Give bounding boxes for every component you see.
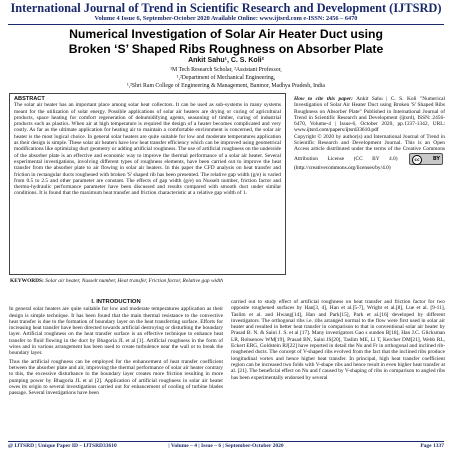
keywords-text: Solar air heater, Nusselt number, Heat transfer, Friction factor, Relative gap width	[45, 278, 223, 284]
intro-column-right	[231, 299, 445, 439]
intro-column-left	[9, 299, 223, 439]
intro-paragraph-3: carried out to study effect of artificial roughness on heat transfer and friction factor for two opposite roughened surfaces by Han[3, 4], Han et al.[5-7], Wright et al.[8], Lue et al. [9-11], Taslim et al. and Hwang[14], Han and Park[15], Park et al.[16] developed by different investigators. The orthogonal ribs i.e. ribs arranged normal to the flow were first used in solar air heater and resulted in better heat transfer in comparison to that in conventional solar air heater by Prasad B. N. & Saini J. S. et al [17]. Many investigators Gao s sunden B[18], Han J.C. Glicksman LR, Rohsenow WM[19], Prasad BN, Saini JS[20], Taslim ME, Li T, Kercher DM[21], Webb RL, Eckert ERG, Goldstein RJ[22] have reported in detail the Nu and Fr in orthogonal and inclined rib-roughened ducts. The concept of V-shaped ribs evolved from the fact that the inclined ribs produce longitudinal vortex and hence higher heat transfer. In principal, high heat transfer coefficient region can be increased two folds with V-shape ribs and hence result in even higher heat transfer at al. [21]. The beneficial effect on Nu and f caused by V-shaping of ribs in comparison to angled ribs has been experimentally endorsed by several	[231, 299, 445, 381]
introduction-heading: I. INTRODUCTION	[91, 299, 141, 305]
license-url-link[interactable]: (http://creativecommons.org/licenses/by/4.0)	[294, 164, 391, 171]
header-rule	[8, 24, 444, 25]
journal-title: International Journal of Trend in Scientific Research and Development (IJTSRD)	[10, 1, 442, 15]
citation-heading: How to cite this paper:	[294, 96, 353, 102]
abstract-heading: ABSTRACT	[14, 96, 45, 102]
abstract-text: The solar air heater has an important place among solar heat collectors. It can be used as sub-systems in many systems meant for the utilization of solar energy. Possible applications of solar air heaters are drying or curing of agricultural products, space heating for comfort regeneration of dehumidifying agents, seasoning of timber, curing of industrial products such as plastics. When air at high temperature is required the design of a heater becomes complicated and very costly. As far as the ultimate application for heating air to maintain a comfortable environment is concerned, the solar air heater is the most logical choice. In general solar heaters are quite suitable for low and moderate temperatures application as their design is simple. These solar air heaters have low heat transfer efficiency which can be improved using geometrical modifications like optimizing duct geometry or adding artificial roughness. The use of artificial roughness on the underside of the absorber plate is an effective and economic way to improve the thermal performance of a solar air heater. Several experimental investigations, involving different types of roughness elements, have been carried out to improve the heat transfer from the absorber plate to air flowing in solar air heaters. In this paper the CFD analysis on heat transfer and friction in rectangular ducts roughened with broken 'S' shaped rib has been presented. The relative gap width (g/e) is varied from 0.5 to 2.5 and other parameter are constant. The effects of gap width (g/e) on Nusselt number, friction factor and thermo-hydraulic performance parameter have been discussed and results compared with smooth duct under similar conditions. It is found that the maximum heat transfer and friction characteristic at a relative gap width of 1.	[14, 102, 281, 197]
abstract-box	[9, 93, 286, 275]
footer-issue: | Volume – 4 | Issue – 6 | September-October 2020	[168, 443, 284, 449]
keywords-label: KEYWORDS:	[10, 278, 44, 284]
citation-box	[294, 96, 445, 286]
copyright-text: Copyright © 2020 by author(s) and International Journal of Trend in Scientific Research and Development Journal. This is an Open Access article distributed under the terms of the Creative Commons Attribution License (CC BY 4.0)	[294, 133, 445, 162]
intro-paragraph-1: In general solar heaters are quite suitable for low and moderate temperatures application as their design is simple technique. It has been found that the main thermal resistance to the convective heat transfer is due to the formation of boundary layer on the heat transferring surface. Efforts for increasing heat transfer have been directed towards artificial destroying or disturbing the boundary layer. Artificial roughness on the heat transfer surface is an effective technique to enhance heat transfer to fluid flowing in the duct by Bhagoria JL et al [1]. Artificial roughness in the form of wires and in various arrangement has been used to create turbulence near the wall or to break the boundary layer.	[9, 306, 223, 357]
paper-title-line-1: Numerical Investigation of Solar Air Heater Duct using	[69, 27, 383, 41]
creative-commons-icon: cc	[412, 155, 422, 165]
affiliation-line-2: ¹,²Department of Mechanical Engineering,	[176, 75, 276, 81]
page-number: Page 1337	[420, 443, 444, 449]
intro-paragraph-2: Thus the artificial roughness can be employed for the enhancement of heat transfer coefficient between the absorber plate and air, improving the thermal performance of solar air heater contrary to this, the excessive disturbance to the boundary layer creates more friction resulting in more pumping power by Bhagoria JL et al [2]. Application of artificial roughness in solar air heater owes its origin to several investigations carried out for enhancement of cooling of turbine blades passage. Several investigations have been	[9, 358, 223, 397]
footer-rule	[8, 441, 444, 442]
footer-paper-id: @ IJTSRD | Unique Paper ID – IJTSRD33610	[8, 443, 117, 449]
attribution-icon: BY	[432, 155, 440, 162]
author-list: Ankit Sahu¹, C. S. Koli²	[188, 57, 264, 64]
paper-url-link[interactable]: www.ijtsrd.com/papers/ijtsrd33610.pdf	[294, 127, 379, 134]
page-footer	[8, 443, 444, 451]
keywords	[10, 278, 285, 284]
affiliation-line-3: ¹,²Shri Ram College of Engineering & Management, Banmor, Madhya Pradesh, India	[126, 83, 326, 89]
journal-meta: Volume 4 Issue 6, September-October 2020 Available Online: www.ijtsrd.com e-ISSN: 2456 – 6470	[94, 15, 358, 22]
cc-by-license-icon[interactable]	[409, 153, 443, 165]
affiliation-line-1: ¹M Tech Research Scholar, ²Assistant Professor,	[170, 67, 282, 73]
citation-text: Ankit Sahu | C. S. Koli "Numerical Investigation of Solar Air Heater Duct using Broken 'S' Shaped Ribs Roughness on Absorber Plate" Published in International Journal of Trend in Scientific Research and Development (ijtsrd), ISSN: 2456-6470, Volume-4 | Issue-6, October 2020, pp.1337-1342, URL:	[294, 96, 445, 128]
paper-title-line-2: Broken ‘S’ Shaped Ribs Roughness on Absorber Plate	[68, 42, 384, 56]
